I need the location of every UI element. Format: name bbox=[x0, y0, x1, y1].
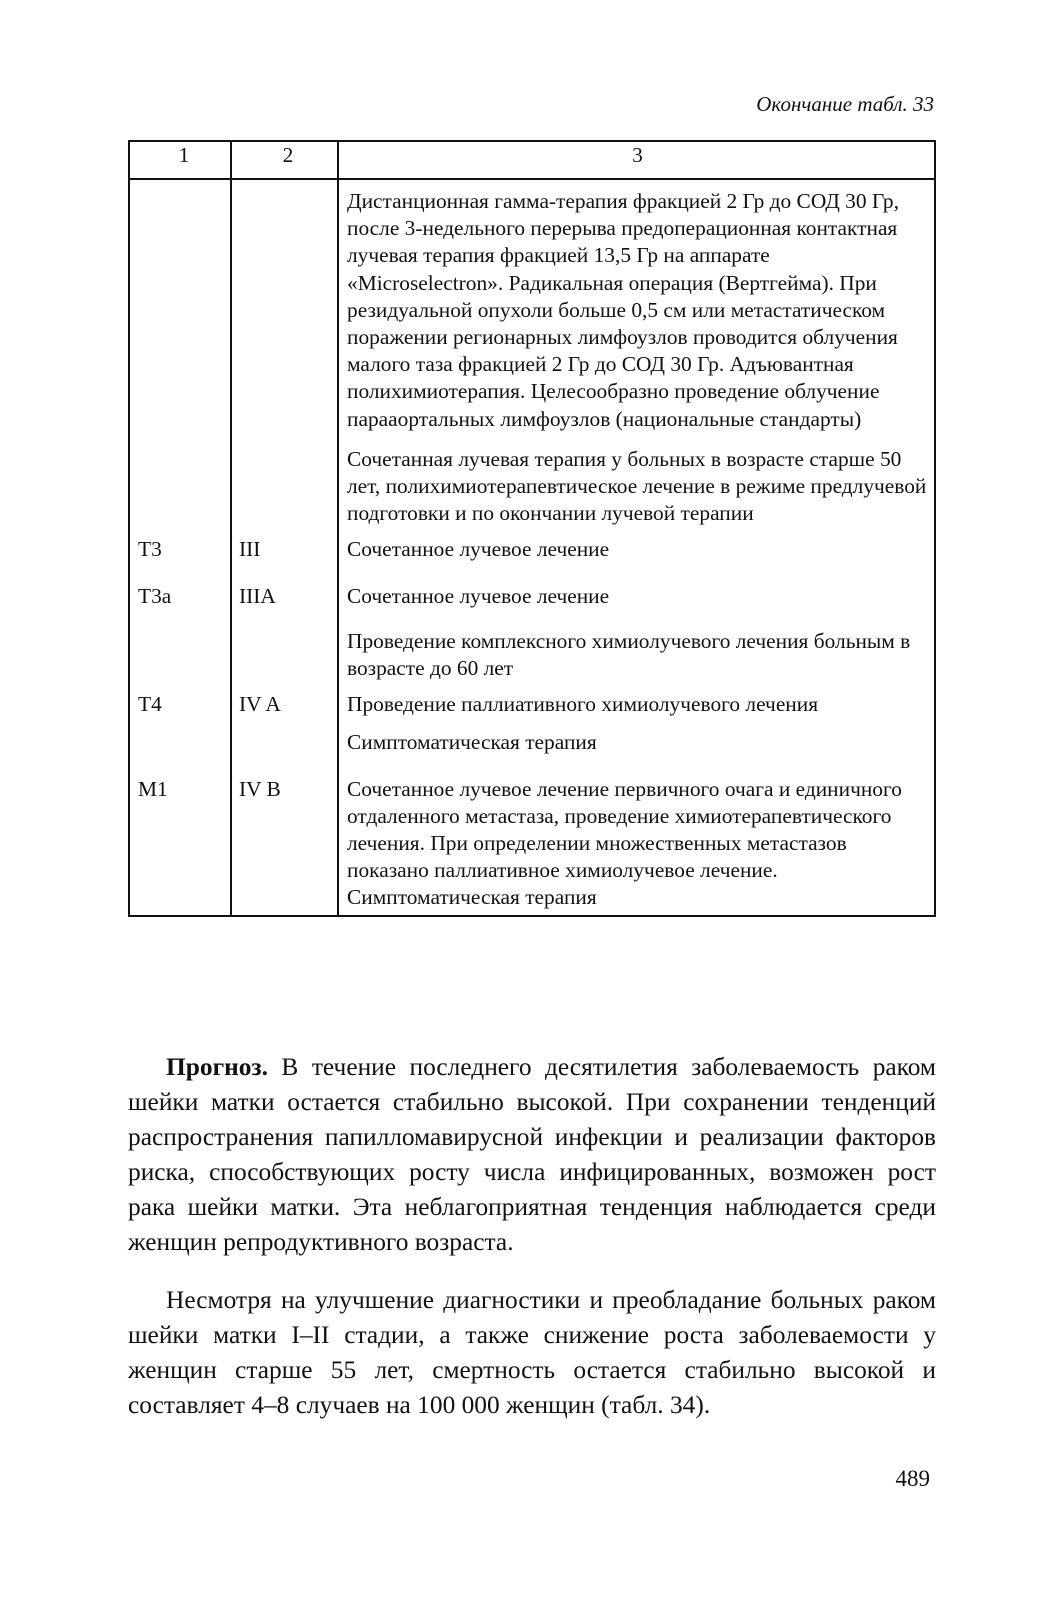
prognosis-text: В течение последнего десятилетия заболеваемость раком шейки матки остается стабильно высокой. При сохранении тенденций распространения папилломавирусной инфекции и реализации факторов риска, способствующих росту числа инфицированных, возможен рост рака шейки матки. Эта неблагоприятная тенденция наблюдается среди женщин репродуктивного возраста. bbox=[128, 1053, 936, 1256]
cell-stage-t: T3a bbox=[129, 583, 231, 628]
cell-stage-figo: IV A bbox=[231, 691, 338, 729]
page-number: 489 bbox=[895, 1466, 930, 1491]
cell-treatment: Симптоматическая терапия bbox=[338, 729, 935, 775]
cell-stage-t: T4 bbox=[129, 691, 231, 729]
cell-stage-figo: IIIA bbox=[231, 583, 338, 628]
treatment-table bbox=[128, 140, 936, 917]
table-row bbox=[129, 729, 935, 775]
table-row bbox=[129, 628, 935, 691]
cell-stage-figo: IV B bbox=[231, 776, 338, 916]
table-row bbox=[129, 179, 935, 446]
prognosis-lead: Прогноз. bbox=[166, 1053, 268, 1081]
cell-stage-t bbox=[129, 628, 231, 691]
mortality-paragraph: Несмотря на улучшение диагностики и преобладание больных раком шейки матки I–II стадии, а также снижение роста заболеваемости у женщин старше 55 лет, смертность остается стабильно высокой и составляет 4–8 случаев на 100 000 женщин (табл. 34). bbox=[128, 1286, 936, 1419]
cell-stage-figo bbox=[231, 446, 338, 537]
cell-stage-figo bbox=[231, 628, 338, 691]
table-header-row bbox=[129, 141, 935, 179]
cell-treatment: Сочетанное лучевое лечение bbox=[338, 536, 935, 582]
cell-stage-figo bbox=[231, 729, 338, 775]
cell-treatment: Сочетанное лучевое лечение bbox=[338, 583, 935, 628]
cell-stage-figo: III bbox=[231, 536, 338, 582]
cell-treatment: Проведение комплексного химиолучевого лечения больным в возрасте до 60 лет bbox=[338, 628, 935, 691]
cell-stage-t: T3 bbox=[129, 536, 231, 582]
header-col-3: 3 bbox=[338, 141, 935, 179]
table-caption: Окончание табл. 33 bbox=[756, 92, 934, 116]
table-row bbox=[129, 691, 935, 729]
cell-treatment: Сочетанная лучевая терапия у больных в возрасте старше 50 лет, полихимиотерапевтическое лечение в режиме предлучевой подготовки и по окончании лучевой терапии bbox=[338, 446, 935, 537]
prognosis-paragraph bbox=[128, 1050, 936, 1260]
cell-stage-t bbox=[129, 729, 231, 775]
table-row bbox=[129, 583, 935, 628]
cell-treatment: Сочетанное лучевое лечение первичного очага и единичного отдаленного метастаза, проведение химиотерапевтического лечения. При определении множественных метастазов показано паллиативное химиолучевое лечение. Симптоматическая терапия bbox=[338, 776, 935, 916]
header-col-1: 1 bbox=[129, 141, 231, 179]
cell-stage-t bbox=[129, 446, 231, 537]
table-row bbox=[129, 776, 935, 916]
cell-treatment: Дистанционная гамма-терапия фракцией 2 Гр до СОД 30 Гр, после 3-недельного перерыва предоперационная контактная лучевая терапия фракцией 13,5 Гр на аппарате «Microselectron». Радикальная операция (Вертгейма). При резидуальной опухоли больше 0,5 см или метастатическом поражении регионарных лимфоузлов проводится облучения малого таза фракцией 2 Гр до СОД 30 Гр. Адъювантная полихимиотерапия. Целесообразно проведение облучение парааортальных лимфоузлов (национальные стандарты) bbox=[338, 179, 935, 446]
table-row bbox=[129, 536, 935, 582]
header-col-2: 2 bbox=[231, 141, 338, 179]
cell-stage-figo bbox=[231, 179, 338, 446]
cell-stage-t: M1 bbox=[129, 776, 231, 916]
table-row bbox=[129, 446, 935, 537]
cell-stage-t bbox=[129, 179, 231, 446]
cell-treatment: Проведение паллиативного химиолучевого лечения bbox=[338, 691, 935, 729]
